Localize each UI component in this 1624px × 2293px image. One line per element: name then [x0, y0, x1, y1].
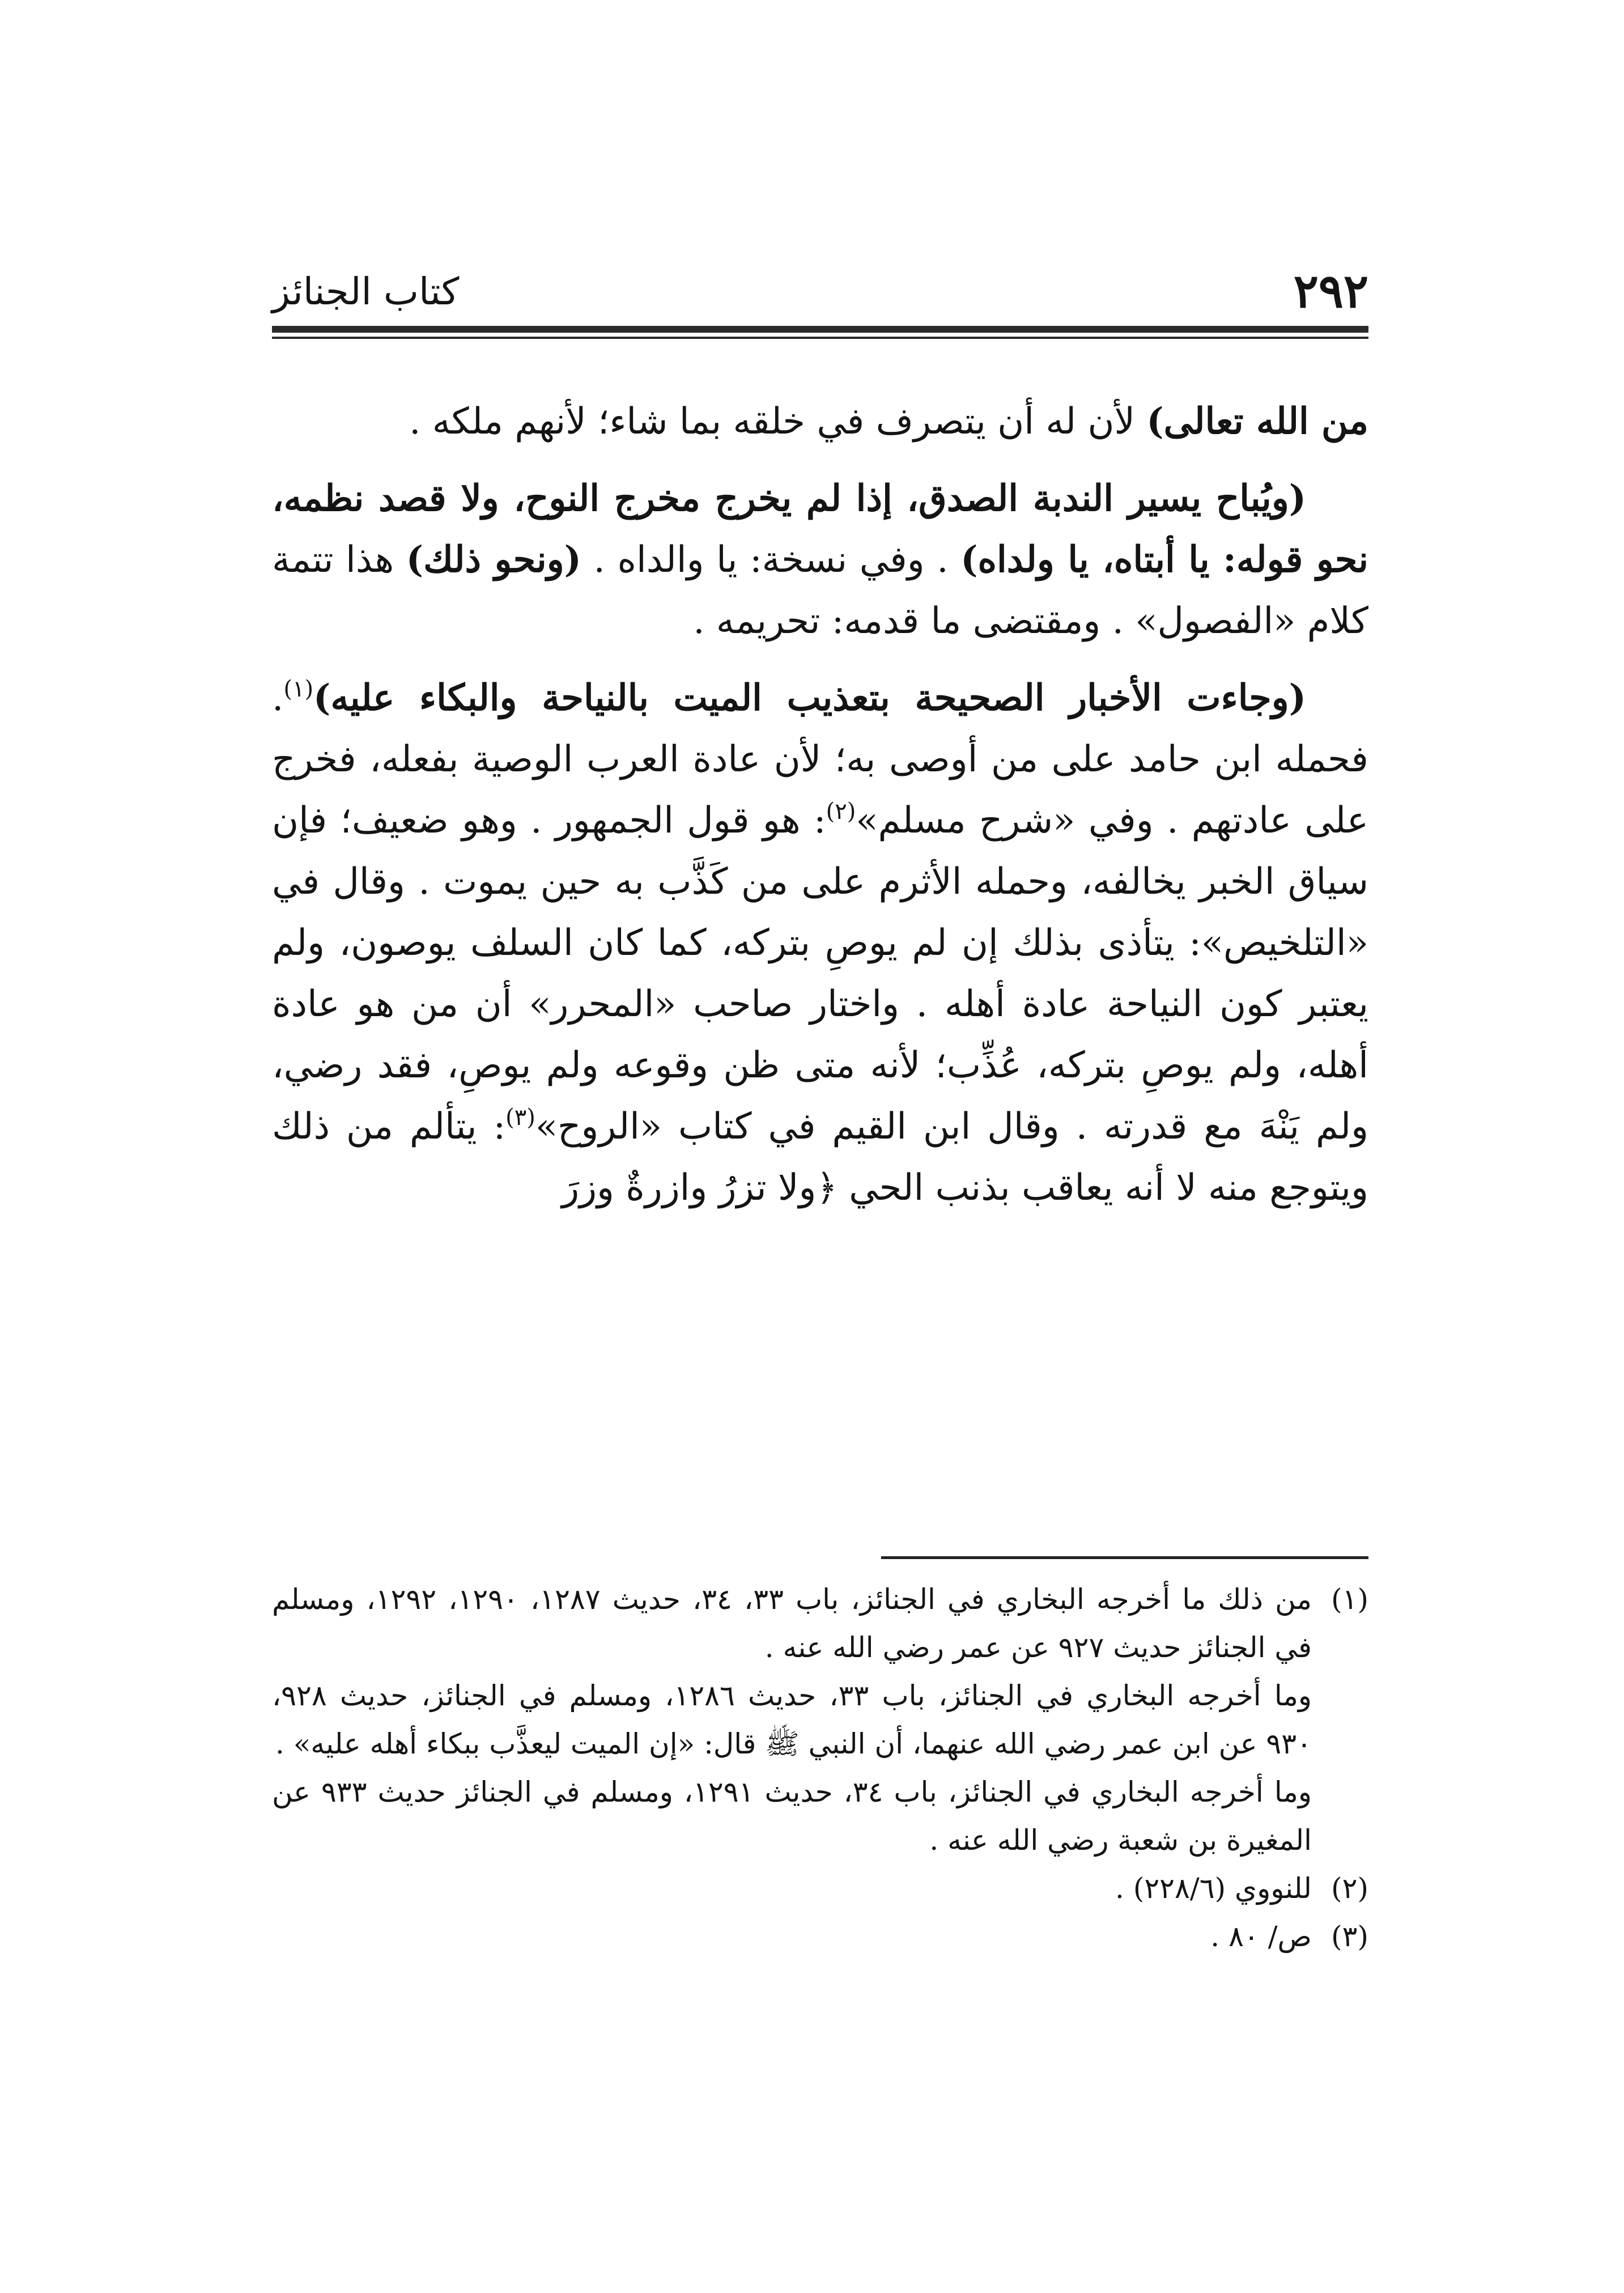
footnotes [272, 1576, 1368, 1961]
plain-text: : هو قول الجمهور . وهو ضعيف؛ فإن سياق الخبر يخالفه، وحمله الأثرم على من كَذَّب به حين يموت . وقال في «التلخيص»: يتأذى بذلك إن لم يوصِ بتركه، كما كان السلف يوصون، ولم يعتبر كون النياحة عادة أهله . واختار صاحب «المحرر» أن من هو عادة أهله، ولم يوصِ بتركه، عُذِّب؛ لأنه متى ظن وقوعه ولم يوصِ، فقد رضي، ولم يَنْهَ مع قدرته . وقال ابن القيم في كتاب «الروح» [272, 800, 1369, 1148]
footnote-text [272, 1865, 1312, 1913]
bold-phrase: (ويُباح يسير الندبة الصدق، إذا لم يخرج مخرج النوح، ولا قصد نظمه، نحو قوله: يا أبتاه، يا ولداه) [272, 477, 1369, 581]
paragraph-3 [272, 668, 1368, 1218]
footnote-ref-1: (١) [283, 676, 314, 702]
footnote-number: (٢) [1331, 1872, 1368, 1905]
header-rule-thin [272, 337, 1368, 339]
footnote-paragraph: وما أخرجه البخاري في الجنائز، باب ٣٤، حديث ١٢٩١، ومسلم في الجنائز حديث ٩٣٣ عن المغيرة بن شعبة رضي الله عنه . [272, 1776, 1312, 1857]
footnote-1 [272, 1576, 1368, 1865]
main-text [272, 391, 1368, 1234]
plain-text: . وفي نسخة: يا والداه . [581, 539, 961, 581]
footnote-paragraph: للنووي (٢٢٨/٦) . [1115, 1872, 1312, 1905]
footnote-2 [272, 1865, 1368, 1913]
footnote-3 [272, 1913, 1368, 1961]
bold-phrase: من الله تعالى) [1146, 400, 1368, 443]
footnote-number: (٣) [1331, 1920, 1368, 1953]
footnote-ref-3: (٣) [505, 1105, 535, 1131]
footnote-ref-2: (٢) [826, 799, 856, 825]
bold-phrase: (ونحو ذلك) [406, 538, 581, 581]
footnote-paragraph: من ذلك ما أخرجه البخاري في الجنائز، باب ٣٣، ٣٤، حديث ١٢٨٧، ١٢٩٠، ١٢٩٢، ومسلم في الجنائز حديث ٩٢٧ عن عمر رضي الله عنه . [272, 1583, 1312, 1664]
plain-text: هذا تتمة كلام «الفصول» . ومقتضى ما قدمه: تحريمه . [272, 539, 1368, 642]
footnote-text [272, 1913, 1312, 1961]
footnote-text [272, 1576, 1312, 1865]
page-number: ٢٩٢ [1293, 264, 1368, 319]
bold-phrase: (وجاءت الأخبار الصحيحة بتعذيب الميت بالنياحة والبكاء عليه) [313, 677, 1306, 719]
footnote-paragraph: وما أخرجه البخاري في الجنائز، باب ٣٣، حديث ١٢٨٦، ومسلم في الجنائز، حديث ٩٢٨، ٩٣٠ عن ابن عمر رضي الله عنهما، أن النبي ﷺ قال: «إن الميت ليعذَّب ببكاء أهله عليه» . [272, 1679, 1312, 1760]
plain-text: : يتألم من ذلك ويتوجع منه لا أنه يعاقب بذنب الحي ﴿ولا تزرُ وازرةٌ وزرَ [272, 1106, 1368, 1209]
footnote-separator [881, 1556, 1368, 1559]
running-header [272, 266, 1368, 317]
header-rule-thick [272, 326, 1368, 333]
footnote-number: (١) [1331, 1583, 1368, 1616]
paragraph-2 [272, 468, 1368, 652]
plain-text: لأن له أن يتصرف في خلقه بما شاء؛ لأنهم ملكه . [409, 401, 1147, 443]
paragraph-1 [272, 391, 1368, 452]
footnote-paragraph: ص/ ٨٠ . [1210, 1920, 1312, 1953]
book-title: كتاب الجنائز [272, 270, 460, 313]
plain-text: . فحمله ابن حامد على من أوصى به؛ لأن عادة العرب الوصية بفعله، فخرج على عادتهم . وفي «شرح مسلم» [272, 677, 1369, 842]
